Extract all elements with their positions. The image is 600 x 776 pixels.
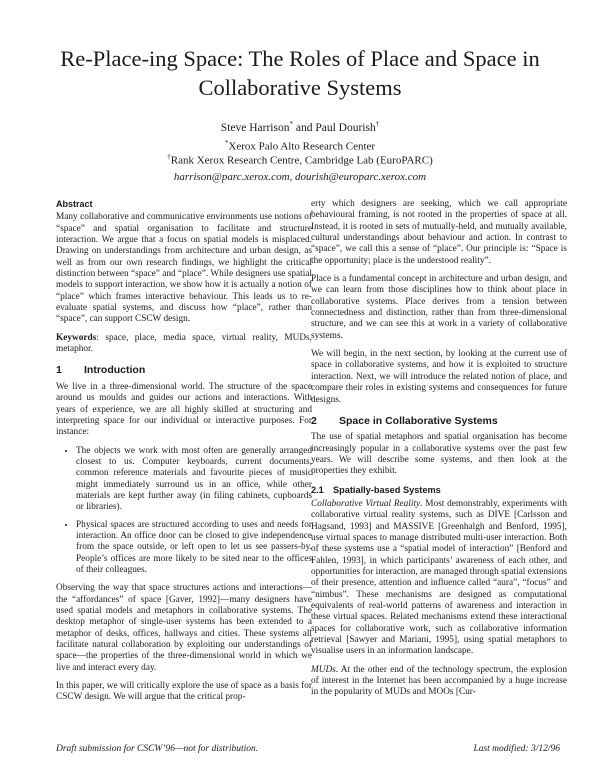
intro-paragraph-1: We live in a three-dimensional world. The structure of the space around us moulds and guides our actions and interactions. With years of experience, we are all highly skilled at structuring and interpreting space for our individual or interactive purposes. For instance:	[56, 381, 312, 438]
affiliation-1-mark: *	[224, 139, 229, 147]
keywords	[56, 333, 312, 356]
right-paragraph-2: Place is a fundamental concept in architecture and urban design, and we can learn from those disciplines how to think about place in collaborative systems. Place derives from a tension between connectedness and distinction, rather than from three-dimensional structure, and we can see this at work in a variety of collaborative systems.	[311, 274, 567, 341]
intro-paragraph-2: Observing the way that space structures actions and interactions—the “affordances” of space [Gaver, 1992]—many designers have used spatial models and metaphors in collaborative systems. The desktop metaphor of single-user systems has been extended to a metaphor of desks, offices, hallways and cities. These systems all facilitate natural collaboration by exploiting our understandings of space—the properties of the three-dimensional world in which we live and interact every day.	[56, 583, 312, 673]
abstract-heading: Abstract	[56, 199, 93, 209]
author-1-mark: *	[289, 120, 293, 128]
footer-last-modified: Last modified: 3/12/96	[473, 744, 560, 754]
intro-bullet-list	[56, 446, 312, 577]
title-line-1: Re-Place-ing Space: The Roles of Place and Space in	[60, 46, 540, 71]
author-2: Paul Dourish	[315, 121, 376, 134]
subsection-2-1-number: 2.1	[311, 484, 324, 495]
keywords-text: : space, place, media space, virtual reality, MUDs, metaphor.	[56, 332, 312, 355]
affiliation-2-text: Rank Xerox Research Centre, Cambridge Lab (EuroPARC)	[170, 154, 433, 167]
section-2-title: Space in Collaborative Systems	[339, 414, 498, 427]
author-emails: harrison@parc.xerox.com, dourish@europarc.xerox.com	[173, 171, 427, 183]
section-2-heading	[311, 416, 567, 427]
author-line	[40, 120, 560, 134]
affiliation-1-text: Xerox Palo Alto Research Center	[228, 140, 376, 153]
author-separator: and	[292, 121, 316, 134]
right-paragraph-1: erty which designers are seeking, which we call appropriate behavioural framing, is not rooted in the properties of space at all. Instead, it is rooted in sets of mutually-held, and mutually available, cultural understandings about behaviour and action. In contrast to “space”, we call this a sense of “place”. Our principle is: “Space is the opportunity; place is the understood reality”.	[311, 199, 567, 266]
cvr-text: . Most demonstrably, experiments with collaborative virtual reality systems, such as DIVE [Carlsson and Hagsand, 1993] and MASSIVE [Greenhalgh and Benford, 1995], use virtual spaces to manage distributed multi-user interaction. Both of these systems use a “spatial model of interaction” [Benford and Fahlen, 1993], in which participants’ awareness of each other, and opportunities for interaction, are managed through spatial extensions of their presence, attention and influence called “aura”, “focus” and “nimbus”. These mechanisms are designed as computational equivalents of real-world patterns of awareness and interaction in these virtual spaces. Related mechanisms extend these interactional spaces for collaborative work, such as collaborative information retrieval [Sawyer and Mariani, 1995], using spatial metaphors to visualise users in an information landscape.	[311, 498, 567, 657]
section-2-number: 2	[311, 414, 317, 427]
cvr-paragraph	[311, 499, 567, 658]
section-1-title: Introduction	[84, 364, 146, 377]
muds-text: . At the other end of the technology spectrum, the explosion of interest in the Internet has been accompanied by a huge increase in the popularity of MUDs and MOOs [Cur-	[311, 664, 567, 698]
cvr-label: Collaborative Virtual Reality	[311, 498, 421, 509]
keywords-label: Keywords	[56, 332, 97, 343]
abstract-text: Many collaborative and communicative environments use notions of “space” and spatial organisation to facilitate and structure interaction. We argue that a focus on spatial models is misplaced. Drawing on understandings from architecture and urban design, as well as from our own research findings, we highlight the critical distinction between “space” and “place”. While designers use spatial models to support interaction, we show how it is actually a notion of “place” which frames interactive behaviour. This leads us to re-evaluate spatial systems, and discuss how “place”, rather than “space”, can support CSCW design.	[56, 212, 312, 325]
author-1: Steve Harrison	[220, 121, 290, 134]
subsection-2-1-title: Spatially-based Systems	[333, 484, 441, 495]
paper-title	[40, 44, 560, 102]
affiliation-1	[40, 139, 560, 153]
section-1-number: 1	[56, 364, 62, 377]
intro-bullet-2: • Physical spaces are structured according to uses and needs for interaction. An office door can be closed to give independence from the space outside, or left open to let us see passers-by. People’s offices are more likely to be sited near to the offices of their colleagues.	[76, 520, 312, 577]
intro-paragraph-3: In this paper, we will critically explore the use of space as a basis for CSCW design. We will argue that the critical prop-	[56, 681, 312, 703]
left-column	[56, 199, 312, 711]
subsection-2-1-heading	[311, 485, 567, 496]
intro-bullet-1: • The objects we work with most often are generally arranged closest to us. Computer keyboards, current documents, common reference materials and favourite pieces of music might immediately surround us in an office, while other materials are kept further away (in filing cabinets, cupboards or libraries).	[76, 446, 312, 514]
section-1-heading	[56, 365, 312, 376]
footer-draft-note: Draft submission for CSCW’96—not for distribution.	[56, 744, 259, 754]
muds-paragraph	[311, 665, 567, 699]
section-2-paragraph-1: The use of spatial metaphors and spatial organisation has become increasingly popular in a collaborative systems over the past few years. We will describe some systems, and then look at the properties they exhibit.	[311, 432, 567, 477]
title-line-2: Collaborative Systems	[198, 75, 402, 100]
affiliation-2	[40, 153, 560, 167]
right-column	[311, 199, 567, 706]
affiliation-2-mark: †	[167, 153, 171, 161]
muds-label: MUDs	[311, 664, 336, 675]
author-2-mark: †	[375, 120, 380, 128]
right-paragraph-3: We will begin, in the next section, by looking at the current use of space in collaborative systems, and how it is exploited to structure interaction. Next, we will introduce the related notion of place, and compare their roles in existing systems and consequences for future designs.	[311, 349, 567, 405]
